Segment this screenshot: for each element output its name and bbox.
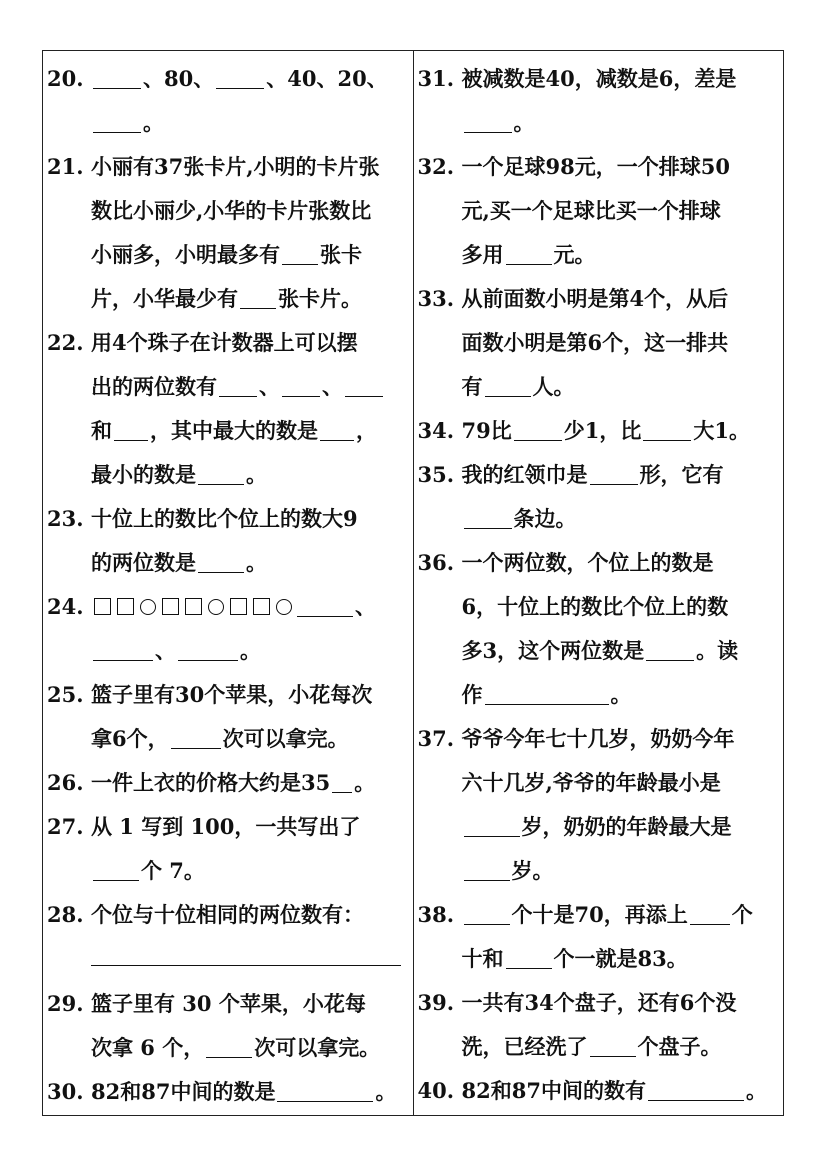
left-column (43, 51, 414, 1115)
question-26: 26. 一件上衣的价格大约是35 。 (47, 770, 376, 795)
answer-blank[interactable] (464, 814, 520, 837)
question-32: 32. 一个足球98元，一个排球50 元,买一个足球比买一个排球 多用 元。 (417, 154, 730, 267)
answer-line[interactable] (91, 943, 401, 966)
answer-blank[interactable] (320, 418, 354, 441)
answer-blank[interactable] (345, 374, 383, 397)
answer-blank[interactable] (206, 1035, 252, 1058)
question-36: 36. 一个两位数，个位上的数是 6，十位上的数比个位上的数 多3，这个两位数是 。读 作 。 (417, 550, 739, 707)
answer-blank[interactable] (198, 550, 244, 573)
answer-blank[interactable] (485, 682, 609, 705)
answer-blank[interactable] (282, 242, 318, 265)
answer-blank[interactable] (590, 462, 638, 485)
answer-blank[interactable] (506, 242, 552, 265)
question-20: 20. 、80、 、40、20、 。 (47, 66, 388, 135)
question-29: 29. 篮子里有 30 个苹果，小花每 次拿 6 个， 次可以拿完。 (47, 991, 381, 1060)
question-37: 37. 爷爷今年七十几岁，奶奶今年 六十几岁,爷爷的年龄最小是 岁，奶奶的年龄最大是 岁。 (417, 726, 735, 883)
answer-blank[interactable] (690, 902, 730, 925)
circle-icon (276, 599, 292, 615)
answer-blank[interactable] (240, 286, 276, 309)
square-icon (185, 598, 202, 615)
question-24: 24. 、 、 。 (47, 594, 376, 663)
answer-blank[interactable] (216, 66, 264, 89)
question-30: 30. 82和87中间的数是 。 (47, 1079, 397, 1104)
square-icon (230, 598, 247, 615)
circle-icon (208, 599, 224, 615)
answer-blank[interactable] (297, 594, 353, 617)
question-27: 27. 从 1 写到 100，一共写出了 个 7。 (47, 814, 361, 883)
answer-blank[interactable] (648, 1078, 744, 1101)
square-icon (162, 598, 179, 615)
answer-blank[interactable] (93, 638, 153, 661)
answer-blank[interactable] (171, 726, 221, 749)
shape-pattern (91, 594, 295, 619)
square-icon (253, 598, 270, 615)
answer-blank[interactable] (646, 638, 694, 661)
answer-blank[interactable] (514, 418, 562, 441)
answer-blank[interactable] (590, 1034, 636, 1057)
question-23: 23. 十位上的数比个位上的数大9 的两位数是 。 (47, 506, 358, 575)
answer-blank[interactable] (93, 110, 141, 133)
worksheet (42, 50, 784, 1116)
answer-blank[interactable] (282, 374, 320, 397)
question-38: 38. 个十是70，再添上 个 十和 个一就是83。 (417, 902, 753, 971)
answer-blank[interactable] (219, 374, 257, 397)
answer-blank[interactable] (464, 110, 512, 133)
answer-blank[interactable] (643, 418, 691, 441)
answer-blank[interactable] (464, 902, 510, 925)
answer-blank[interactable] (114, 418, 148, 441)
answer-blank[interactable] (198, 462, 244, 485)
question-35: 35. 我的红领巾是 形，它有 条边。 (417, 462, 724, 531)
square-icon (94, 598, 111, 615)
question-33: 33. 从前面数小明是第4个，从后 面数小明是第6个，这一排共 有 人。 (417, 286, 729, 399)
answer-blank[interactable] (93, 858, 139, 881)
answer-blank[interactable] (93, 66, 141, 89)
right-column (414, 51, 784, 1115)
answer-blank[interactable] (464, 506, 512, 529)
question-40: 40. 82和87中间的数有 。 (417, 1078, 767, 1103)
answer-blank[interactable] (506, 946, 552, 969)
question-28: 28. 个位与十位相同的两位数有： (47, 893, 409, 966)
answer-blank[interactable] (464, 858, 510, 881)
answer-blank[interactable] (277, 1079, 373, 1102)
answer-blank[interactable] (332, 770, 352, 793)
question-34: 34. 79比 少1，比 大1。 (417, 418, 750, 443)
circle-icon (140, 599, 156, 615)
answer-blank[interactable] (485, 374, 531, 397)
question-31: 31. 被减数是40，减数是6，差是 。 (417, 66, 737, 135)
question-22: 22. 用4个珠子在计数器上可以摆 出的两位数有 、 、 和 ，其中最大的数是 ， 最小的数是 。 (47, 321, 409, 497)
question-39: 39. 一共有34个盘子，还有6个没 洗，已经洗了 个盘子。 (417, 990, 737, 1059)
square-icon (117, 598, 134, 615)
question-21: 21. 小丽有37张卡片,小明的卡片张 数比小丽少,小华的卡片张数比 小丽多，小明最多有 张卡 片，小华最少有 张卡片。 (47, 154, 380, 311)
question-25: 25. 篮子里有30个苹果，小花每次 拿6个， 次可以拿完。 (47, 682, 373, 751)
answer-blank[interactable] (178, 638, 238, 661)
